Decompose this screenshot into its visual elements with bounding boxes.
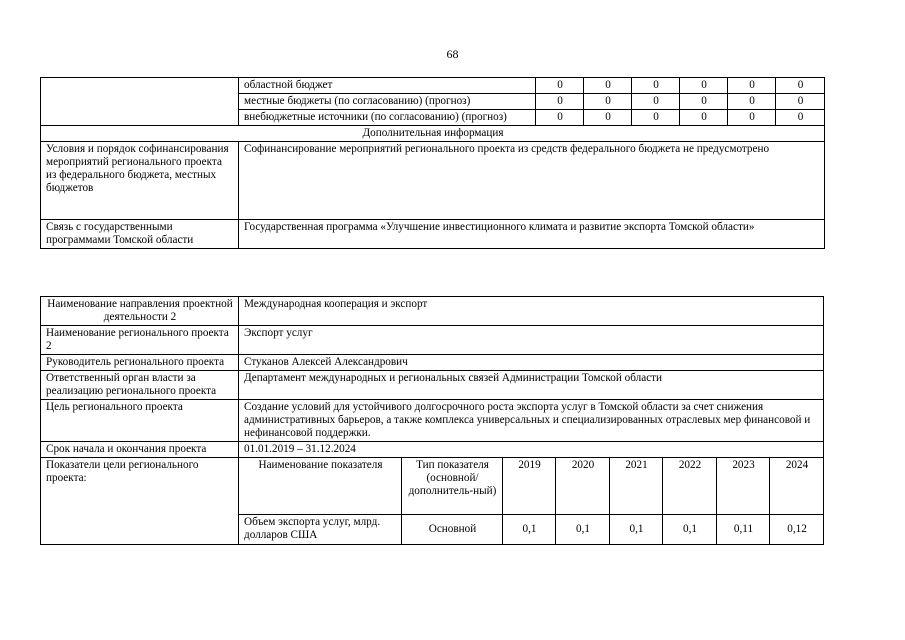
goal-value: Создание условий для устойчивого долгосрочного роста экспорта услуг в Томской области за счет снижения административных барьеров, а также комплекса универсальных и специализированных отраслевых мер финансовой и нефинансовой поддержки. bbox=[239, 400, 824, 442]
table-row bbox=[41, 442, 824, 458]
indicator-value: 0,1 bbox=[556, 515, 610, 545]
additional-info-header: Дополнительная информация bbox=[41, 126, 825, 142]
value-cell: 0 bbox=[776, 78, 825, 94]
year-header: 2024 bbox=[770, 458, 824, 515]
project-head-label: Руководитель регионального проекта bbox=[41, 355, 239, 371]
cofinancing-value: Софинансирование мероприятий регионального проекта из средств федерального бюджета не предусмотрено bbox=[239, 142, 825, 220]
project-head-value: Стуканов Алексей Александрович bbox=[239, 355, 824, 371]
cofinancing-label: Условия и порядок софинансирования мероприятий регионального проекта из федерального бюджета, местных бюджетов bbox=[41, 142, 239, 220]
table-row bbox=[41, 142, 825, 220]
indicator-value: 0,11 bbox=[717, 515, 770, 545]
table-row bbox=[41, 371, 824, 400]
value-cell: 0 bbox=[632, 78, 680, 94]
table-row bbox=[41, 78, 825, 94]
indicator-name: Объем экспорта услуг, млрд. долларов США bbox=[239, 515, 402, 545]
year-header: 2021 bbox=[610, 458, 663, 515]
page-number: 68 bbox=[446, 47, 459, 61]
table-row bbox=[41, 400, 824, 442]
indicator-type: Основной bbox=[402, 515, 503, 545]
programs-link-value: Государственная программа «Улучшение инвестиционного климата и развитие экспорта Томской области» bbox=[239, 220, 825, 249]
project-name-value: Экспорт услуг bbox=[239, 326, 824, 355]
value-cell: 0 bbox=[536, 110, 584, 126]
table-row bbox=[41, 126, 825, 142]
indicator-value: 0,12 bbox=[770, 515, 824, 545]
value-cell: 0 bbox=[584, 110, 632, 126]
indicator-value: 0,1 bbox=[663, 515, 717, 545]
value-cell: 0 bbox=[584, 94, 632, 110]
source-label: областной бюджет bbox=[239, 78, 536, 94]
goal-label: Цель регионального проекта bbox=[41, 400, 239, 442]
programs-link-label: Связь с государственными программами Томской области bbox=[41, 220, 239, 249]
term-value: 01.01.2019 – 31.12.2024 bbox=[239, 442, 824, 458]
year-header: 2023 bbox=[717, 458, 770, 515]
indicator-type-header: Тип показателя (основной/ дополнитель-ный) bbox=[402, 458, 503, 515]
project-passport-table bbox=[40, 296, 824, 545]
value-cell: 0 bbox=[632, 94, 680, 110]
year-header: 2020 bbox=[556, 458, 610, 515]
table-row bbox=[41, 355, 824, 371]
source-label: внебюджетные источники (по согласованию) (прогноз) bbox=[239, 110, 536, 126]
project-name-label: Наименование регионального проекта 2 bbox=[41, 326, 239, 355]
authority-label: Ответственный орган власти за реализацию регионального проекта bbox=[41, 371, 239, 400]
value-cell: 0 bbox=[536, 78, 584, 94]
indicator-name-header: Наименование показателя bbox=[239, 458, 402, 515]
value-cell: 0 bbox=[632, 110, 680, 126]
value-cell: 0 bbox=[680, 78, 728, 94]
term-label: Срок начала и окончания проекта bbox=[41, 442, 239, 458]
value-cell: 0 bbox=[728, 94, 776, 110]
direction-value: Международная кооперация и экспорт bbox=[239, 297, 824, 326]
table-row bbox=[41, 220, 825, 249]
value-cell: 0 bbox=[680, 110, 728, 126]
value-cell: 0 bbox=[776, 94, 825, 110]
value-cell: 0 bbox=[680, 94, 728, 110]
empty-cell bbox=[41, 78, 239, 126]
table-row bbox=[41, 297, 824, 326]
value-cell: 0 bbox=[728, 110, 776, 126]
funding-table bbox=[40, 77, 825, 249]
year-header: 2022 bbox=[663, 458, 717, 515]
indicators-label: Показатели цели регионального проекта: bbox=[41, 458, 239, 545]
value-cell: 0 bbox=[584, 78, 632, 94]
indicator-value: 0,1 bbox=[610, 515, 663, 545]
direction-label: Наименование направления проектной деятельности 2 bbox=[41, 297, 239, 326]
source-label: местные бюджеты (по согласованию) (прогноз) bbox=[239, 94, 536, 110]
table-row bbox=[41, 458, 824, 515]
indicator-value: 0,1 bbox=[503, 515, 556, 545]
table-row bbox=[41, 326, 824, 355]
value-cell: 0 bbox=[728, 78, 776, 94]
value-cell: 0 bbox=[776, 110, 825, 126]
year-header: 2019 bbox=[503, 458, 556, 515]
value-cell: 0 bbox=[536, 94, 584, 110]
authority-value: Департамент международных и региональных связей Администрации Томской области bbox=[239, 371, 824, 400]
